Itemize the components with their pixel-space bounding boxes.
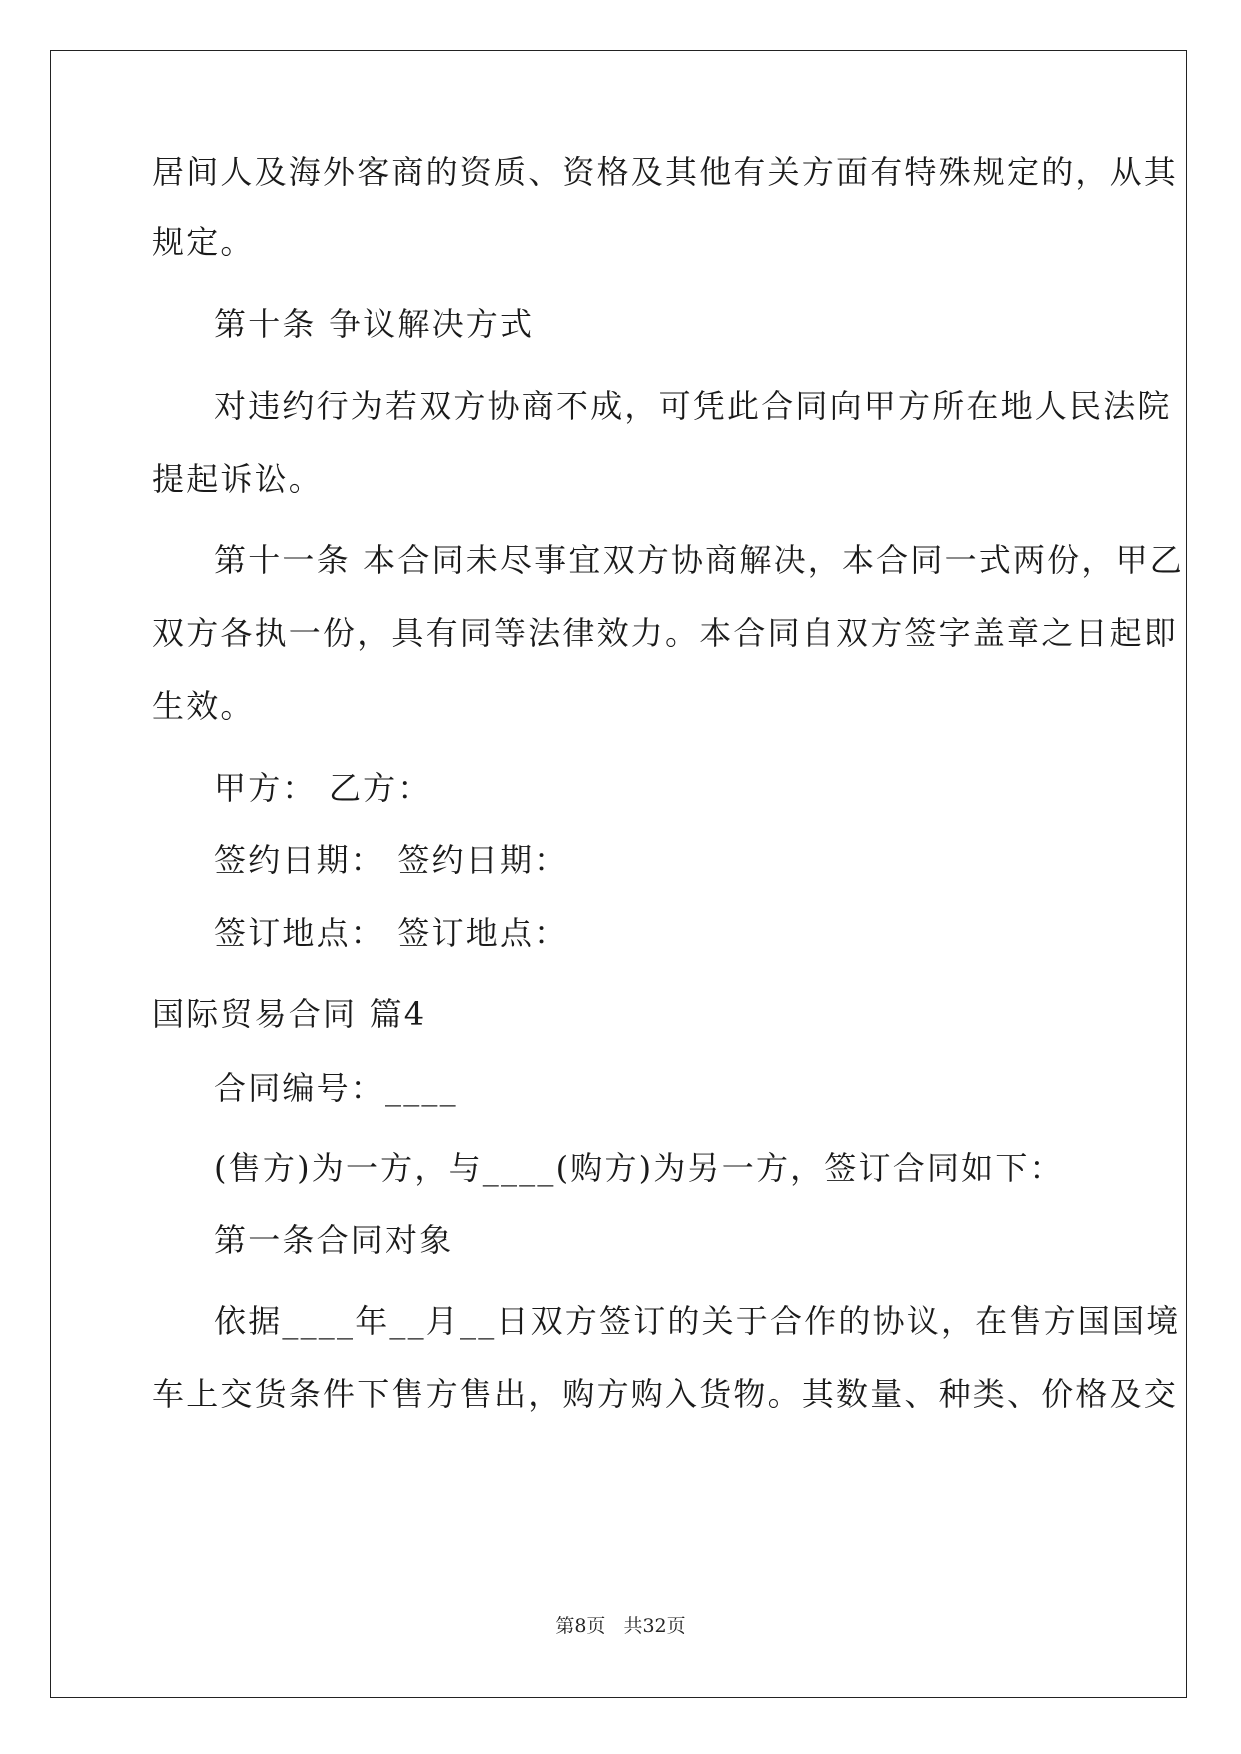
- body-line: 规定。: [152, 223, 255, 261]
- body-line: 对违约行为若双方协商不成，可凭此合同向甲方所在地人民法院: [214, 387, 1172, 425]
- page-total: 共32页: [623, 1615, 686, 1637]
- section-heading: 第一条合同对象: [214, 1221, 454, 1259]
- signature-party-line: 甲方： 乙方：: [214, 769, 432, 807]
- body-line: 生效。: [152, 687, 255, 725]
- section-heading: 第十条 争议解决方式: [214, 305, 535, 343]
- body-line: 双方各执一份，具有同等法律效力。本合同自双方签字盖章之日起即: [152, 614, 1179, 652]
- body-line: (售方)为一方，与____(购方)为另一方，签订合同如下：: [214, 1149, 1064, 1187]
- page-footer: [0, 1614, 1241, 1638]
- body-line: 居间人及海外客商的资质、资格及其他有关方面有特殊规定的，从其: [152, 153, 1179, 191]
- body-line: 提起诉讼。: [152, 460, 324, 498]
- body-line: 第十一条 本合同未尽事宜双方协商解决，本合同一式两份，甲乙: [214, 541, 1184, 579]
- signature-place-line: 签订地点： 签订地点：: [214, 914, 569, 952]
- page-number: 第8页: [555, 1615, 606, 1637]
- contract-number-line: 合同编号：____: [214, 1069, 458, 1107]
- body-line: 依据____年__月__日双方签订的关于合作的协议，在售方国国境: [214, 1302, 1181, 1340]
- body-line: 车上交货条件下售方售出，购方购入货物。其数量、种类、价格及交: [152, 1375, 1179, 1413]
- signature-date-line: 签约日期： 签约日期：: [214, 841, 569, 879]
- document-heading: 国际贸易合同 篇4: [152, 995, 427, 1033]
